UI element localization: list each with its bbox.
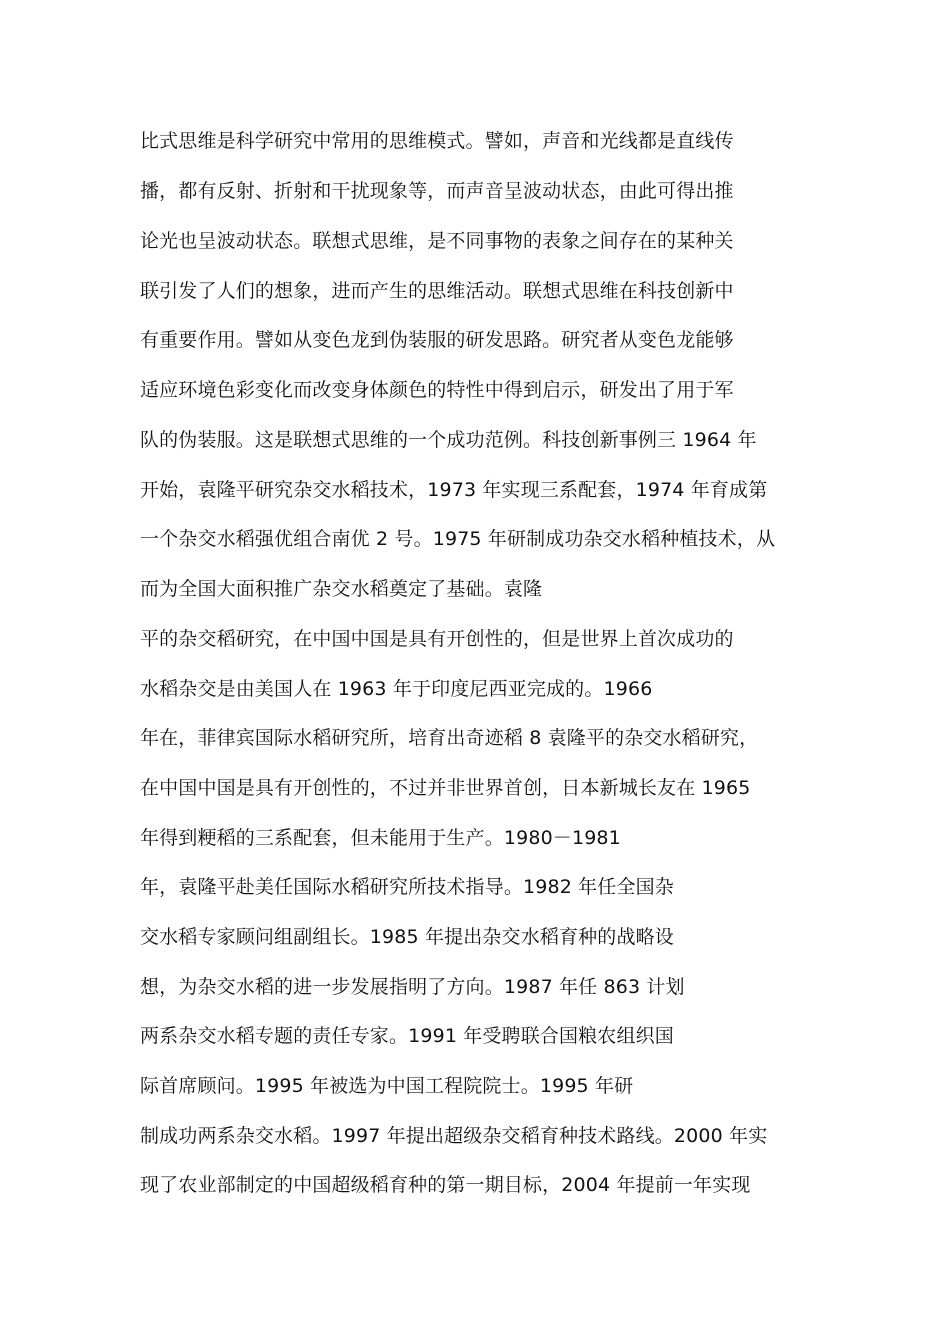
text-line: 年得到粳稻的三系配套，但未能用于生产。1980－1981 — [140, 827, 621, 849]
text-line: 开始，袁隆平研究杂交水稻技术，1973 年实现三系配套，1974 年育成第 — [140, 479, 768, 501]
text-line: 而为全国大面积推广杂交水稻奠定了基础。袁隆 — [140, 578, 543, 600]
text-line: 际首席顾问。1995 年被选为中国工程院院士。1995 年研 — [140, 1075, 634, 1097]
text-line: 播，都有反射、折射和干扰现象等，而声音呈波动状态，由此可得出推 — [140, 180, 734, 202]
text-line: 论光也呈波动状态。联想式思维，是不同事物的表象之间存在的某种关 — [140, 230, 734, 252]
text-line: 一个杂交水稻强优组合南优 2 号。1975 年研制成功杂交水稻种植技术，从 — [140, 528, 776, 550]
text-line: 有重要作用。譬如从变色龙到伪装服的研发思路。研究者从变色龙能够 — [140, 329, 734, 351]
text-line: 制成功两系杂交水稻。1997 年提出超级杂交稻育种技术路线。2000 年实 — [140, 1125, 768, 1147]
text-line: 现了农业部制定的中国超级稻育种的第一期目标，2004 年提前一年实现 — [140, 1174, 751, 1196]
text-line: 适应环境色彩变化而改变身体颜色的特性中得到启示，研发出了用于军 — [140, 379, 734, 401]
text-line: 想，为杂交水稻的进一步发展指明了方向。1987 年任 863 计划 — [140, 976, 685, 998]
text-line: 联引发了人们的想象，进而产生的思维活动。联想式思维在科技创新中 — [140, 280, 734, 302]
text-line: 年，袁隆平赴美任国际水稻研究所技术指导。1982 年任全国杂 — [140, 876, 674, 898]
text-line: 队的伪装服。这是联想式思维的一个成功范例。科技创新事例三 1964 年 — [140, 429, 757, 451]
text-line: 平的杂交稻研究，在中国中国是具有开创性的，但是世界上首次成功的 — [140, 628, 734, 650]
text-line: 两系杂交水稻专题的责任专家。1991 年受聘联合国粮农组织国 — [140, 1025, 674, 1047]
text-line: 年在，菲律宾国际水稻研究所，培育出奇迹稻 8 袁隆平的杂交水稻研究， — [140, 727, 759, 749]
text-line: 比式思维是科学研究中常用的思维模式。譬如，声音和光线都是直线传 — [140, 130, 734, 152]
text-line: 水稻杂交是由美国人在 1963 年于印度尼西亚完成的。1966 — [140, 678, 653, 700]
text-line: 交水稻专家顾问组副组长。1985 年提出杂交水稻育种的战略设 — [140, 926, 674, 948]
text-line: 在中国中国是具有开创性的，不过并非世界首创，日本新城长友在 1965 — [140, 777, 751, 799]
